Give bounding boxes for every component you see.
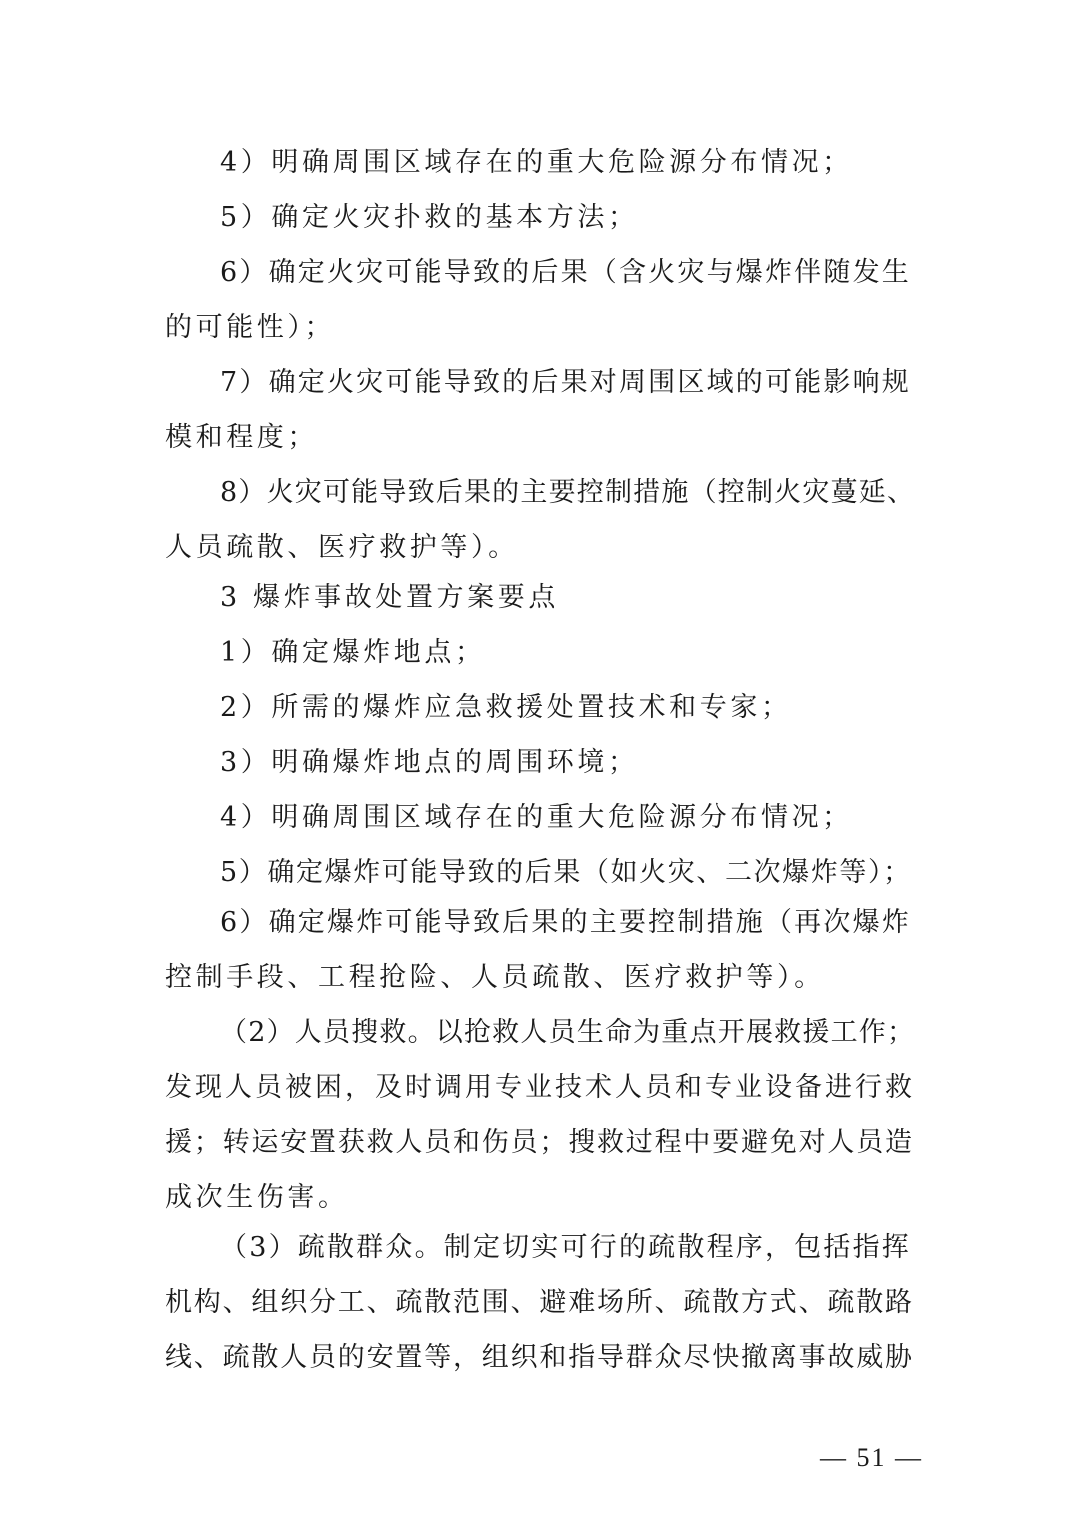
text-line: 成次生伤害。 [165,1182,349,1213]
text-line: 6）确定火灾可能导致的后果（含火灾与爆炸伴随发生 [220,257,911,288]
page-number: — 51 — [820,1443,923,1472]
text-line: 模和程度； [165,422,318,453]
text-line: 3）明确爆炸地点的周围环境； [220,747,639,778]
text-line: 4）明确周围区域存在的重大危险源分布情况； [220,147,853,178]
text-line: （3）疏散群众。制定切实可行的疏散程序，包括指挥 [220,1232,911,1263]
text-line: （2）人员搜救。以抢救人员生命为重点开展救援工作； [220,1017,916,1048]
text-line: 发现人员被困，及时调用专业技术人员和专业设备进行救 [165,1072,915,1103]
text-line: 的可能性）； [165,312,336,343]
text-line: 控制手段、工程抢险、人员疏散、医疗救护等）。 [165,962,825,993]
text-line: 5）确定爆炸可能导致的后果（如火灾、二次爆炸等）； [220,857,912,888]
text-line: 8）火灾可能导致后果的主要控制措施（控制火灾蔓延、 [220,477,916,508]
text-line: 援；转运安置获救人员和伤员；搜救过程中要避免对人员造 [165,1127,914,1158]
text-line: 2）所需的爆炸应急救援处置技术和专家； [220,692,792,723]
text-line: 线、疏散人员的安置等，组织和指导群众尽快撤离事故威胁 [165,1342,914,1373]
text-line: 人员疏散、医疗救护等）。 [165,532,519,563]
text-line: 1）确定爆炸地点； [220,637,486,668]
text-line: 7）确定火灾可能导致的后果对周围区域的可能影响规 [220,367,911,398]
text-line: 机构、组织分工、疏散范围、避难场所、疏散方式、疏散路 [165,1287,914,1318]
text-line: 5）确定火灾扑救的基本方法； [220,202,639,233]
text-line: 4）明确周围区域存在的重大危险源分布情况； [220,802,853,833]
section-heading: 3 爆炸事故处置方案要点 [220,582,559,613]
text-line: 6）确定爆炸可能导致后果的主要控制措施（再次爆炸 [220,907,911,938]
